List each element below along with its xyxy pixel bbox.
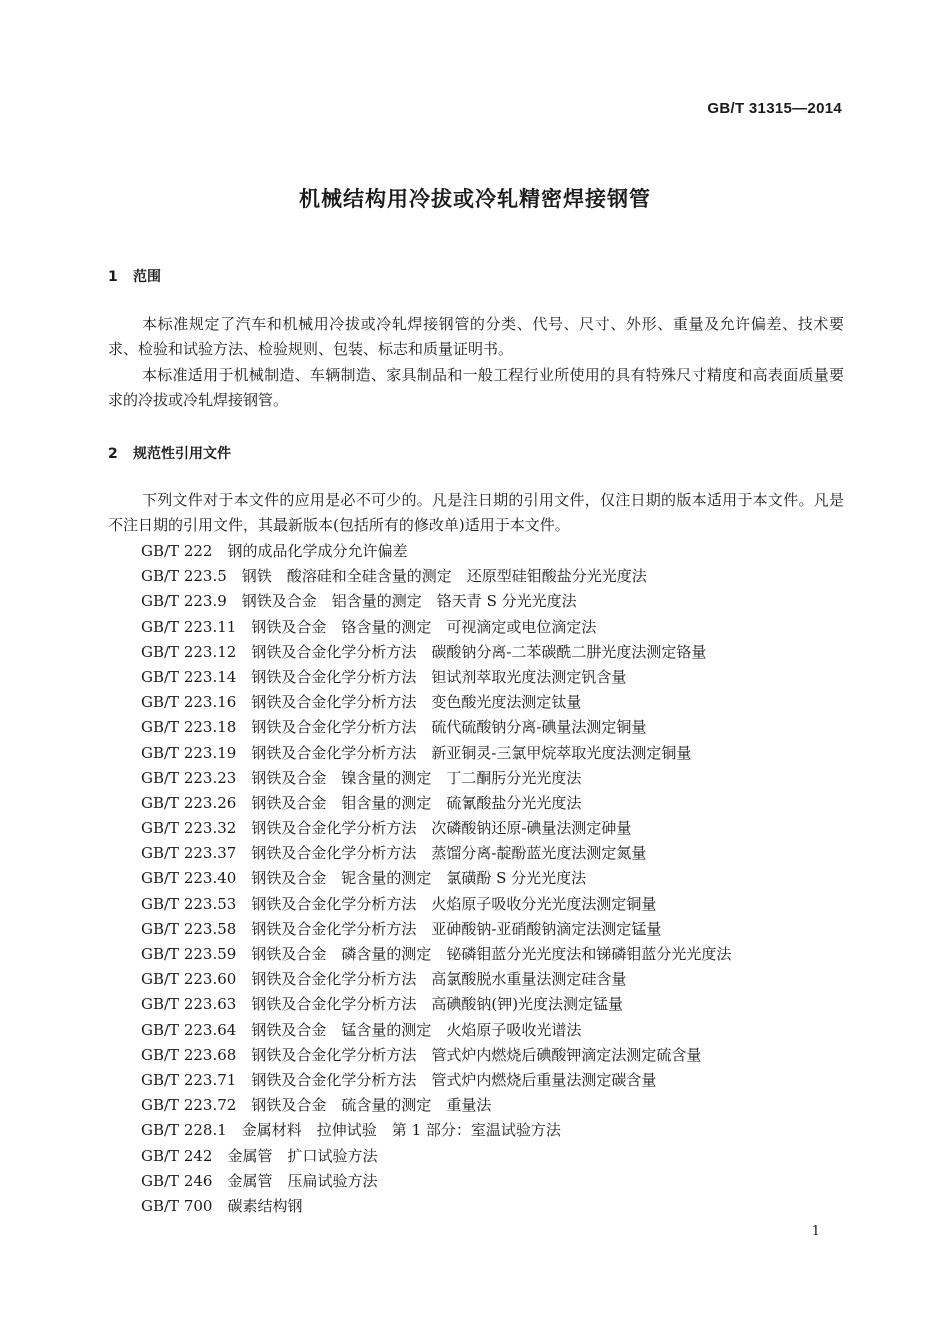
reference-gap [236,794,251,812]
reference-code: GB/T 223.53 [141,894,237,913]
reference-code: GB/T 223.5 [141,567,227,586]
reference-code: GB/T 242 [141,1146,213,1165]
page-number: 1 [811,1224,820,1239]
reference-item [141,1068,731,1093]
reference-item [141,715,731,740]
reference-gap [236,945,251,963]
reference-title: 钢铁及合金 磷含量的测定 铋磷钼蓝分光光度法和锑磷钼蓝分光光度法 [251,945,732,963]
reference-item [141,992,731,1017]
reference-title: 钢铁及合金 硫含量的测定 重量法 [251,1096,492,1115]
reference-gap [212,1147,227,1165]
reference-gap [236,869,251,887]
section-1-paragraph-2: 本标准适用于机械制造、车辆制造、家具制品和一般工程行业所使用的具有特殊尺寸精度和高表面质量要求的冷拔或冷轧焊接钢管。 [108,366,844,409]
reference-title: 钢铁及合金化学分析方法 管式炉内燃烧后碘酸钾滴定法测定硫含量 [251,1045,702,1064]
reference-gap [236,819,251,837]
reference-item [141,1118,731,1143]
reference-item [141,665,731,690]
reference-code: GB/T 222 [141,542,213,560]
reference-item [141,866,731,891]
reference-code: GB/T 223.60 [141,970,237,989]
section-1-heading [108,266,161,286]
reference-gap [227,567,242,585]
reference-title: 钢铁及合金化学分析方法 新亚铜灵-三氯甲烷萃取光度法测定铜量 [251,743,692,762]
reference-title: 金属管 压扁试验方法 [227,1171,378,1190]
reference-code: GB/T 223.9 [141,592,227,611]
reference-item [141,741,731,766]
reference-code: GB/T 223.12 [141,642,237,661]
reference-code: GB/T 223.26 [141,793,237,812]
reference-gap [227,1121,242,1139]
reference-title: 钢铁及合金化学分析方法 蒸馏分离-靛酚蓝光度法测定氮量 [251,844,647,863]
reference-gap [236,1071,251,1089]
reference-item [141,841,731,866]
reference-code: GB/T 223.18 [141,718,237,737]
reference-gap [236,744,251,762]
reference-item [141,1144,731,1169]
reference-gap [236,970,251,988]
reference-item [141,640,731,665]
reference-title: 钢铁及合金化学分析方法 亚砷酸钠-亚硝酸钠滴定法测定锰量 [251,919,662,938]
reference-code: GB/T 223.11 [141,617,237,636]
reference-title: 钢铁及合金化学分析方法 变色酸光度法测定钛量 [251,693,582,712]
reference-title: 钢铁及合金 镍含量的测定 丁二酮肟分光光度法 [251,768,582,787]
reference-code: GB/T 223.14 [141,667,237,686]
reference-item [141,942,731,967]
reference-title: 金属管 扩口试验方法 [227,1146,378,1165]
reference-item [141,1194,731,1219]
reference-item [141,564,731,589]
reference-item [141,766,731,791]
reference-item [141,615,731,640]
reference-gap [236,618,251,636]
reference-gap [236,643,251,661]
reference-title: 钢铁及合金化学分析方法 次磷酸钠还原-碘量法测定砷量 [251,819,632,838]
reference-gap [236,718,251,736]
reference-list [141,539,731,1219]
reference-title: 钢铁及合金 铝含量的测定 铬天青 S 分光光度法 [241,592,577,611]
reference-gap [236,1096,251,1114]
reference-item [141,1018,731,1043]
reference-title: 碳素结构钢 [227,1196,303,1215]
reference-item [141,892,731,917]
reference-title: 钢铁及合金 铌含量的测定 氯磺酚 S 分光光度法 [251,869,587,888]
reference-title: 钢铁及合金 钼含量的测定 硫氰酸盐分光光度法 [251,793,582,812]
reference-code: GB/T 223.64 [141,1020,237,1039]
reference-title: 钢铁及合金化学分析方法 高碘酸钠(钾)光度法测定锰量 [251,995,624,1014]
reference-code: GB/T 223.63 [141,995,237,1014]
reference-title: 钢铁及合金化学分析方法 管式炉内燃烧后重量法测定碳含量 [251,1070,657,1089]
reference-code: GB/T 223.23 [141,768,237,787]
reference-code: GB/T 223.59 [141,945,237,963]
reference-item [141,589,731,614]
reference-gap [212,1197,227,1215]
reference-code: GB/T 223.40 [141,869,237,888]
reference-code: GB/T 223.58 [141,919,237,938]
section-2-number: 2 [108,446,118,462]
reference-title: 钢铁及合金化学分析方法 硫代硫酸钠分离-碘量法测定铜量 [251,718,647,737]
reference-gap [236,668,251,686]
reference-code: GB/T 700 [141,1196,213,1215]
reference-code: GB/T 223.68 [141,1045,237,1064]
reference-gap [236,844,251,862]
reference-gap [236,995,251,1013]
reference-code: GB/T 223.37 [141,844,237,863]
reference-title: 钢铁及合金 锰含量的测定 火焰原子吸收光谱法 [251,1020,582,1039]
reference-gap [236,1046,251,1064]
section-2-title: 规范性引用文件 [133,446,231,462]
reference-code: GB/T 223.19 [141,743,237,762]
reference-item [141,967,731,992]
reference-code: GB/T 223.32 [141,819,237,838]
reference-code: GB/T 223.71 [141,1070,237,1089]
reference-item [141,791,731,816]
reference-item [141,690,731,715]
reference-gap [236,1021,251,1039]
reference-title: 钢铁及合金化学分析方法 碳酸钠分离-二苯碳酰二肼光度法测定铬量 [251,642,707,661]
reference-gap [236,769,251,787]
reference-gap [212,542,227,560]
reference-gap [212,1172,227,1190]
reference-code: GB/T 228.1 [141,1121,227,1140]
reference-title: 钢铁及合金化学分析方法 钽试剂萃取光度法测定钒含量 [251,667,627,686]
reference-title: 钢铁 酸溶硅和全硅含量的测定 还原型硅钼酸盐分光光度法 [241,567,647,586]
reference-title: 钢铁及合金化学分析方法 火焰原子吸收分光光度法测定铜量 [251,894,657,913]
reference-item [141,917,731,942]
section-2-heading [108,443,231,463]
reference-title: 钢铁及合金 铬含量的测定 可视滴定或电位滴定法 [251,617,597,636]
section-1-number: 1 [108,269,118,285]
section-1-paragraph-1: 本标准规定了汽车和机械用冷拔或冷轧焊接钢管的分类、代号、尺寸、外形、重量及允许偏差、技术要求、检验和试验方法、检验规则、包装、标志和质量证明书。 [108,315,844,358]
reference-item [141,1093,731,1118]
reference-item [141,1043,731,1068]
reference-gap [236,895,251,913]
reference-gap [236,920,251,938]
reference-code: GB/T 246 [141,1171,213,1190]
reference-item [141,816,731,841]
reference-item [141,539,731,564]
reference-code: GB/T 223.72 [141,1096,237,1115]
document-title: 机械结构用冷拔或冷轧精密焊接钢管 [299,187,651,211]
reference-title: 金属材料 拉伸试验 第 1 部分：室温试验方法 [241,1121,561,1140]
reference-gap [227,592,242,610]
section-1-title: 范围 [133,269,161,285]
reference-item [141,1169,731,1194]
section-2-intro: 下列文件对于本文件的应用是必不可少的。凡是注日期的引用文件，仅注日期的版本适用于本文件。凡是不注日期的引用文件，其最新版本(包括所有的修改单)适用于本文件。 [108,491,844,534]
standard-code: GB/T 31315—2014 [707,100,842,117]
reference-gap [236,693,251,711]
reference-title: 钢铁及合金化学分析方法 高氯酸脱水重量法测定硅含量 [251,970,627,989]
reference-code: GB/T 223.16 [141,693,237,712]
reference-title: 钢的成品化学成分允许偏差 [227,542,408,560]
